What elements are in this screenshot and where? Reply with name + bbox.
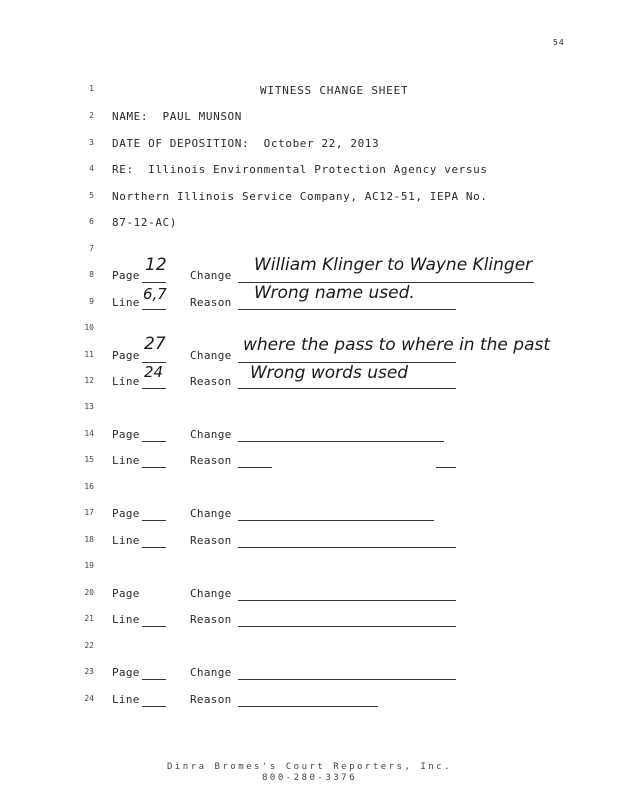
line-number-3: 3 — [89, 138, 94, 147]
change-blank — [238, 679, 456, 680]
reason-blank — [238, 626, 456, 627]
line-number-16: 16 — [84, 482, 94, 491]
change-label: Change — [190, 269, 232, 282]
line-number-21: 21 — [84, 614, 94, 623]
reason-blank — [238, 706, 378, 707]
change-blank — [238, 441, 444, 442]
reason-label: Reason — [190, 296, 232, 309]
case-reference: RE: Illinois Environmental Protection Agency versus — [112, 163, 488, 176]
page-blank — [142, 282, 166, 283]
line-number-5: 5 — [89, 191, 94, 200]
entry-1-change-value: William Klinger to Wayne Klinger — [254, 255, 533, 275]
line-number-22: 22 — [84, 641, 94, 650]
page-blank — [142, 520, 166, 521]
page-number: 54 — [553, 38, 565, 47]
sheet-title: WITNESS CHANGE SHEET — [260, 84, 409, 97]
line-number-23: 23 — [84, 667, 94, 676]
case-reference-line2: Northern Illinois Service Company, AC12-51, IEPA No. — [112, 190, 488, 203]
footer-phone: 800-280-3376 — [261, 773, 358, 783]
reason-blank — [238, 309, 456, 310]
change-label: Change — [190, 428, 232, 441]
line-label: Line — [112, 375, 140, 388]
change-blank — [238, 600, 456, 601]
page-blank — [142, 441, 166, 442]
line-number-19: 19 — [84, 561, 94, 570]
line-number-15: 15 — [84, 455, 94, 464]
reason-label: Reason — [190, 613, 232, 626]
line-number-17: 17 — [84, 508, 94, 517]
line-number-2: 2 — [89, 111, 94, 120]
line-blank — [142, 547, 166, 548]
line-number-14: 14 — [84, 429, 94, 438]
page-label: Page — [112, 587, 140, 600]
line-number-9: 9 — [89, 297, 94, 306]
line-number-20: 20 — [84, 588, 94, 597]
deposition-date: DATE OF DEPOSITION: October 22, 2013 — [112, 137, 380, 150]
entry-1-line-value: 6,7 — [143, 285, 167, 303]
reason-label: Reason — [190, 534, 232, 547]
line-number-24: 24 — [84, 694, 94, 703]
footer-company: Dinra Bromes's Court Reporters, Inc. — [166, 762, 453, 772]
change-label: Change — [190, 587, 232, 600]
reason-blank — [238, 547, 456, 548]
entry-2-reason-value: Wrong words used — [250, 363, 409, 383]
reason-label: Reason — [190, 693, 232, 706]
reason-blank — [238, 388, 456, 389]
line-label: Line — [112, 296, 140, 309]
line-blank — [142, 467, 166, 468]
line-number-6: 6 — [89, 217, 94, 226]
line-label: Line — [112, 534, 140, 547]
page-label: Page — [112, 666, 140, 679]
reason-label: Reason — [190, 375, 232, 388]
reason-blank — [436, 467, 456, 468]
line-number-11: 11 — [84, 350, 94, 359]
line-number-10: 10 — [84, 323, 94, 332]
line-blank — [142, 309, 166, 310]
reason-blank — [238, 467, 272, 468]
line-blank — [142, 626, 166, 627]
page-blank — [142, 679, 166, 680]
case-reference-line3: 87-12-AC) — [112, 216, 178, 229]
change-label: Change — [190, 666, 232, 679]
page-label: Page — [112, 349, 140, 362]
change-label: Change — [190, 349, 232, 362]
line-number-12: 12 — [84, 376, 94, 385]
line-label: Line — [112, 454, 140, 467]
line-number-13: 13 — [84, 402, 94, 411]
change-label: Change — [190, 507, 232, 520]
line-blank — [142, 706, 166, 707]
line-number-1: 1 — [89, 84, 94, 93]
page-label: Page — [112, 507, 140, 520]
entry-1-reason-value: Wrong name used. — [254, 283, 415, 303]
line-label: Line — [112, 613, 140, 626]
line-label: Line — [112, 693, 140, 706]
reason-label: Reason — [190, 454, 232, 467]
witness-name: NAME: PAUL MUNSON — [112, 110, 243, 123]
line-number-8: 8 — [89, 270, 94, 279]
entry-2-page-value: 27 — [144, 334, 166, 354]
line-number-7: 7 — [89, 244, 94, 253]
line-blank — [142, 388, 166, 389]
line-number-18: 18 — [84, 535, 94, 544]
entry-1-page-value: 12 — [145, 255, 167, 275]
page-label: Page — [112, 269, 140, 282]
line-number-4: 4 — [89, 164, 94, 173]
entry-2-change-value: where the pass to where in the past — [243, 335, 551, 355]
entry-2-line-value: 24 — [144, 363, 164, 381]
page-label: Page — [112, 428, 140, 441]
change-blank — [238, 520, 434, 521]
